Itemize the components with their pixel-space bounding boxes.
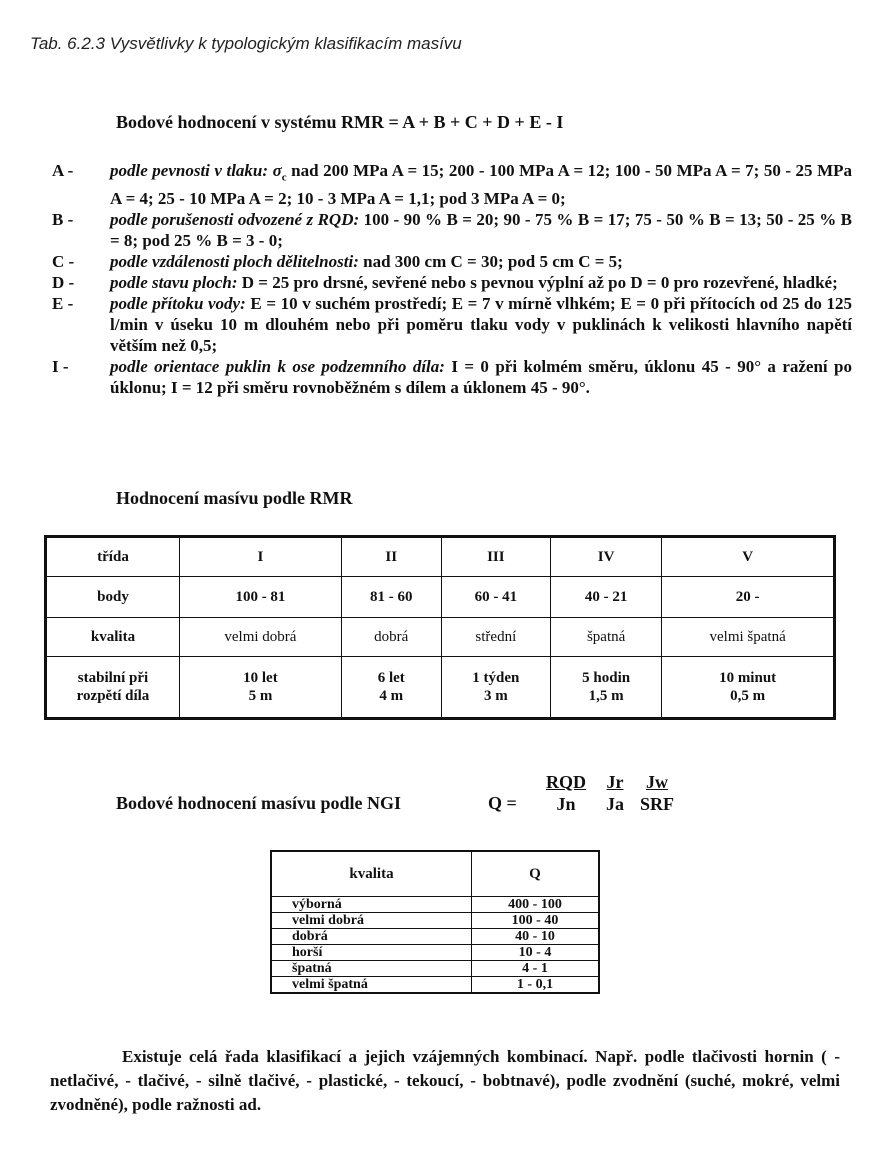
closing-paragraph: Existuje celá řada klasifikací a jejich vzájemných kombinací. Např. podle tlačivosti hornin ( - netlačivé, - tlačivé, - silně tlačivé, - plastické, - tekoucí, - bobtnavé), podle zvodnění (suché, mokré, velmi zvodněné), podle ražnosti ad. (50, 1047, 840, 1114)
table-cell: IV (551, 537, 662, 577)
table-cell: 60 - 41 (441, 577, 550, 618)
table-cell: velmi dobrá (180, 618, 342, 657)
formula-fraction (606, 771, 624, 815)
table-row (271, 897, 599, 913)
row-label: body (46, 577, 180, 618)
table-cell: 81 - 60 (341, 577, 441, 618)
table-cell: horší (271, 945, 472, 961)
table-cell: II (341, 537, 441, 577)
table-cell: 4 - 1 (472, 961, 600, 977)
table-row (46, 537, 835, 577)
table-row (271, 977, 599, 994)
legend-text: podle pevnosti v tlaku: $\sigma_c$ nad 200 MPa A = 15; 200 - 100 MPa A = 12; 100 - 50 MPa A = 7; 50 - 25 MPa A = 4; 25 - 10 MPa A = 2; 10 - 3 MPa A = 1,1; pod 3 MPa A = 0; (110, 161, 852, 209)
table-cell: velmi špatná (271, 977, 472, 994)
table-cell: III (441, 537, 550, 577)
fraction-numerator: RQD (546, 772, 586, 792)
table-cell: špatná (271, 961, 472, 977)
ngi-formula-block (116, 765, 816, 825)
formula-lhs: Q = (488, 793, 517, 813)
table-cell: 5 hodin 1,5 m (551, 657, 662, 719)
rmr-table (44, 535, 836, 720)
rmr-table-heading: Hodnocení masívu podle RMR (116, 488, 353, 508)
legend-key: A - (52, 161, 74, 180)
table-cell: 20 - (662, 577, 835, 618)
table-cell: 6 let 4 m (341, 657, 441, 719)
table-cell: 40 - 21 (551, 577, 662, 618)
table-row (271, 913, 599, 929)
table-cell: velmi špatná (662, 618, 835, 657)
legend-text: podle přítoku vody: E = 10 v suchém prostředí; E = 7 v mírně vlhkém; E = 0 při přítocích od 25 do 125 l/min v úseku 10 m dlouhém nebo při poměru tlaku vody v puklinách k velikosti hlavního napětí větším než 0,5; (110, 294, 853, 356)
table-row (46, 657, 835, 719)
fraction-denominator: SRF (640, 794, 675, 814)
table-cell: 10 - 4 (472, 945, 600, 961)
ngi-heading: Bodové hodnocení masívu podle NGI (116, 793, 402, 813)
legend-key: B - (52, 210, 74, 230)
fraction-denominator: Jn (556, 794, 576, 814)
table-cell: výborná (271, 897, 472, 913)
table-row (271, 929, 599, 945)
table-row (46, 618, 835, 657)
table-cell: dobrá (341, 618, 441, 657)
legend-item-d (52, 272, 852, 293)
table-cell: velmi dobrá (271, 913, 472, 929)
table-cell: střední (441, 618, 550, 657)
table-cell: 40 - 10 (472, 929, 600, 945)
legend-item-a (52, 160, 852, 209)
legend-item-e (52, 293, 852, 356)
legend-text: podle vzdálenosti ploch dělitelnosti: nad 300 cm C = 30; pod 5 cm C = 5; (110, 252, 623, 272)
ngi-table (270, 850, 600, 994)
column-header: kvalita (271, 851, 472, 897)
formula-fraction (546, 771, 586, 815)
table-cell: V (662, 537, 835, 577)
table-cell: 1 týden 3 m (441, 657, 550, 719)
row-label: stabilní při rozpětí díla (46, 657, 180, 719)
fraction-numerator: Jr (606, 772, 624, 792)
legend-item-c (52, 251, 852, 272)
table-caption: Tab. 6.2.3 Vysvětlivky k typologickým klasifikacím masívu (30, 34, 462, 53)
formula-fraction (640, 771, 674, 815)
legend-key: D - (52, 273, 75, 293)
table-cell: 100 - 81 (180, 577, 342, 618)
row-label: kvalita (46, 618, 180, 657)
fraction-numerator: Jw (646, 772, 668, 792)
legend-key: I - (52, 357, 69, 377)
legend-key: E - (52, 294, 74, 314)
table-cell: dobrá (271, 929, 472, 945)
rmr-legend (52, 160, 852, 398)
table-row (271, 961, 599, 977)
table-cell: 1 - 0,1 (472, 977, 600, 994)
table-cell: 10 minut 0,5 m (662, 657, 835, 719)
fraction-denominator: Ja (606, 794, 624, 814)
table-cell: špatná (551, 618, 662, 657)
column-header: Q (472, 851, 600, 897)
scanned-page (38, 90, 858, 1130)
table-cell: 100 - 40 (472, 913, 600, 929)
table-row (271, 945, 599, 961)
table-cell: I (180, 537, 342, 577)
legend-text: podle porušenosti odvozené z RQD: 100 - 90 % B = 20; 90 - 75 % B = 17; 75 - 50 % B = 13; 50 - 25 % B = 8; pod 25 % B = 3 - 0; (110, 210, 852, 251)
table-cell: 400 - 100 (472, 897, 600, 913)
row-label: třída (46, 537, 180, 577)
table-header-row (271, 851, 599, 897)
legend-text: podle orientace puklin k ose podzemního díla: I = 0 při kolmém směru, úklonu 45 - 90° a ražení po úklonu; I = 12 při směru rovnoběžném s dílem a úklonem 45 - 90°. (110, 357, 852, 398)
legend-key: C - (52, 252, 75, 272)
legend-item-i (52, 356, 852, 398)
legend-text: podle stavu ploch: D = 25 pro drsné, sevřené nebo s pevnou výplní až po D = 0 pro rozevřené, hladké; (110, 273, 838, 293)
rmr-heading: Bodové hodnocení v systému RMR = A + B + C + D + E - I (116, 112, 564, 132)
table-cell: 10 let 5 m (180, 657, 342, 719)
legend-item-b (52, 209, 852, 251)
table-row (46, 577, 835, 618)
